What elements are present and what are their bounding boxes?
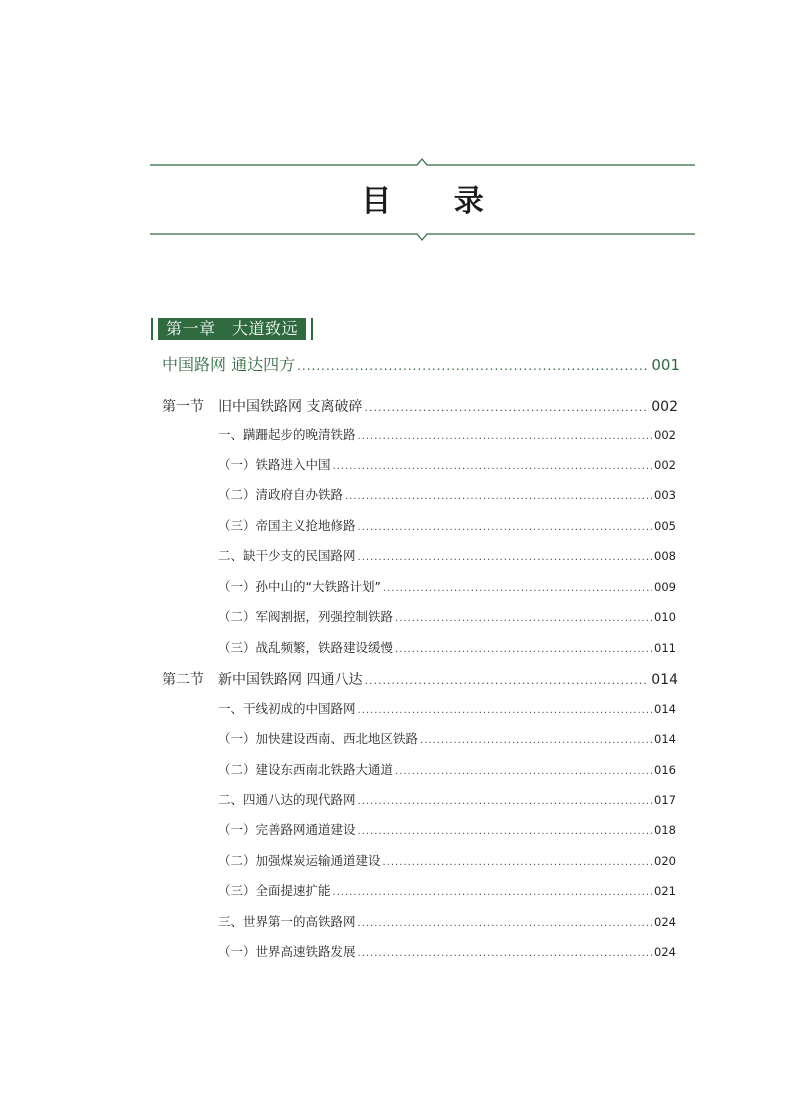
toc-entry-title: （一）完善路网通道建设 (218, 822, 356, 837)
toc-page-number: 009 (654, 580, 676, 594)
toc-dot-leader (358, 826, 653, 837)
toc-dot-leader (358, 431, 653, 442)
toc-entry-item (218, 425, 676, 443)
toc-dot-leader (383, 857, 653, 868)
title-rule-top (150, 158, 695, 170)
toc-page-number: 020 (654, 854, 676, 868)
toc-page-number: 024 (654, 945, 676, 959)
toc-page-number: 005 (654, 519, 676, 533)
toc-page-number: 002 (654, 458, 676, 472)
toc-dot-leader (364, 674, 649, 687)
toc-entry-item (218, 516, 676, 534)
toc-entry-item (218, 790, 676, 808)
toc-dot-leader (395, 644, 652, 655)
toc-dot-leader (383, 583, 652, 594)
toc-page-number: 021 (654, 884, 676, 898)
toc-entry-title: 二、缺干少支的民国路网 (218, 548, 356, 563)
toc-entry-title: 第二节 新中国铁路网 四通八达 (162, 672, 363, 688)
toc-page-number: 003 (654, 488, 676, 502)
toc-dot-leader (358, 705, 653, 716)
toc-page-number: 010 (654, 610, 676, 624)
toc-page-number: 024 (654, 915, 676, 929)
toc-entry-title: （一）加快建设西南、西北地区铁路 (218, 731, 419, 746)
toc-dot-leader (395, 613, 652, 624)
page-title: 目 录 (361, 184, 510, 219)
toc-dot-leader (358, 522, 653, 533)
toc-entry-item (218, 699, 676, 717)
toc-dot-leader (364, 401, 649, 414)
toc-entry-title: 三、世界第一的高铁路网 (218, 914, 356, 929)
toc-entry-item (218, 485, 676, 503)
badge-bar-right (311, 318, 313, 340)
toc-dot-leader (358, 918, 653, 929)
toc-entry-title: （三）帝国主义抢地修路 (218, 518, 356, 533)
toc-entry-item (218, 942, 676, 960)
toc-page-number: 017 (654, 793, 676, 807)
toc-dot-leader (333, 887, 653, 898)
toc-entry-section (162, 669, 678, 689)
toc-entry-item (218, 820, 676, 838)
toc-entry-item (218, 607, 676, 625)
toc-dot-leader (297, 359, 649, 373)
toc-dot-leader (358, 552, 653, 563)
toc-entry-title: （三）全面提速扩能 (218, 883, 331, 898)
toc-entry-title: （二）军阀割据，列强控制铁路 (218, 609, 394, 624)
toc-page-number: 014 (654, 732, 676, 746)
toc-entry-item (218, 455, 676, 473)
toc-entry-title: （一）铁路进入中国 (218, 457, 331, 472)
toc-entry-item (218, 638, 676, 656)
toc-dot-leader (358, 796, 653, 807)
toc-dot-leader (420, 735, 652, 746)
toc-entry-item (218, 729, 676, 747)
toc-entry-title: （三）战乱频繁，铁路建设缓慢 (218, 640, 394, 655)
toc-page-number: 011 (654, 641, 676, 655)
toc-page-number: 018 (654, 823, 676, 837)
toc-page-number: 016 (654, 763, 676, 777)
toc-entry-book (162, 352, 680, 375)
toc-page-number: 014 (654, 702, 676, 716)
toc-dot-leader (333, 461, 653, 472)
badge-bar-left (151, 318, 153, 340)
toc-page-number: 002 (651, 399, 678, 415)
toc-entry-title: （一）孙中山的“大铁路计划” (218, 579, 381, 594)
toc-entry-item (218, 577, 676, 595)
toc-entry-title: 一、干线初成的中国路网 (218, 701, 356, 716)
toc-entry-item (218, 760, 676, 778)
chapter-label: 第一章 大道致远 (158, 318, 306, 340)
toc-dot-leader (395, 766, 652, 777)
title-rule-bottom (150, 230, 695, 242)
toc-page-number: 008 (654, 549, 676, 563)
toc-entry-title: （二）清政府自办铁路 (218, 487, 344, 502)
toc-page-number: 014 (651, 672, 678, 688)
toc-entry-title: （二）建设东西南北铁路大通道 (218, 762, 394, 777)
toc-dot-leader (345, 491, 652, 502)
toc-entry-title: （一）世界高速铁路发展 (218, 944, 356, 959)
toc-entry-item (218, 912, 676, 930)
toc-entry-item (218, 851, 676, 869)
title-block (150, 158, 695, 242)
toc-entry-item (218, 546, 676, 564)
toc-dot-leader (358, 948, 653, 959)
toc-entry-title: （二）加强煤炭运输通道建设 (218, 853, 381, 868)
toc-entry-title: 中国路网 通达四方 (162, 355, 296, 374)
toc-entry-item (218, 881, 676, 899)
toc-entry-title: 一、蹒跚起步的晚清铁路 (218, 427, 356, 442)
toc-page-number: 001 (651, 356, 680, 374)
toc-page-number: 002 (654, 428, 676, 442)
toc-entry-section (162, 396, 678, 416)
toc-entry-title: 二、四通八达的现代路网 (218, 792, 356, 807)
toc-entry-title: 第一节 旧中国铁路网 支离破碎 (162, 399, 363, 415)
